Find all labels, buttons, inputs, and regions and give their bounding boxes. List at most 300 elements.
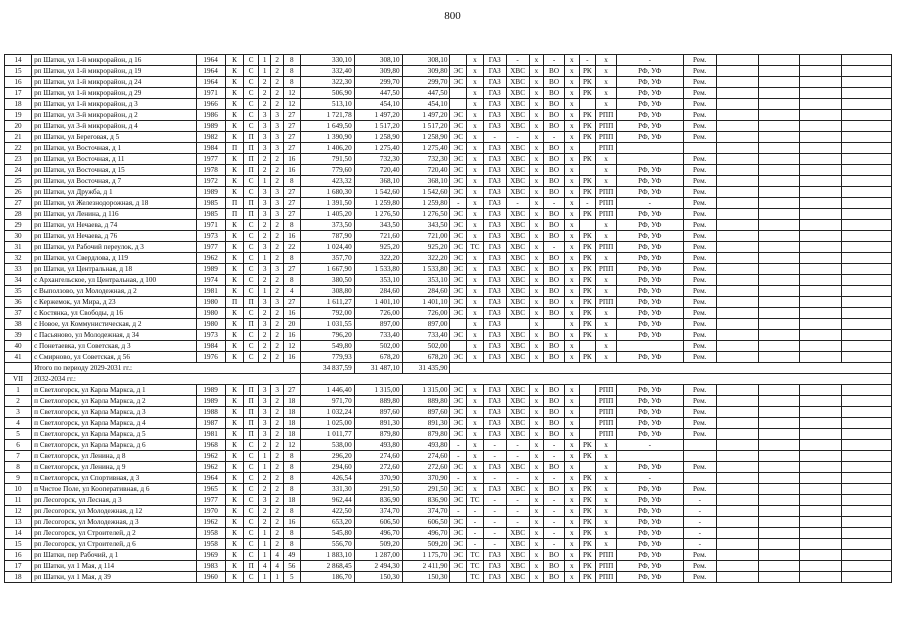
living-area: 274,60 [354,451,402,462]
address: п Чистое Поле, ул Кооперативная, д 6 [32,484,196,495]
total-area: 1 405,20 [300,209,354,220]
gas: ГАЗ [483,176,506,187]
hot-water: х [529,396,544,407]
repair-status: Рем. [683,572,716,583]
facade-works: РФ, УФ [616,99,683,110]
empty-cell [841,550,891,561]
entrances: 2 [271,55,283,66]
cold-water: ХВС [506,176,529,187]
basement-repair: х [596,517,617,528]
waste: х [564,462,579,473]
drainage: - [544,517,565,528]
row-number: 23 [5,154,32,165]
floors: 4 [258,561,270,572]
electricity: ЭС [450,220,467,231]
empty-cell [800,462,842,473]
empty-cell [841,440,891,451]
entrances: 2 [271,429,283,440]
electricity: ЭС [450,539,467,550]
facade-works [616,154,683,165]
section-number: VII [5,374,32,385]
register-row [5,66,892,77]
entrances: 2 [271,88,283,99]
living-area: 889,80 [354,396,402,407]
address: рп Лесогорск, ул Строителей, д 2 [32,528,196,539]
row-number: 16 [5,77,32,88]
floor-type: С [244,220,259,231]
living-area: 1 258,90 [354,132,402,143]
floors: 3 [258,242,270,253]
empty-cell [800,88,842,99]
empty-cell [758,110,800,121]
basement-repair: х [596,484,617,495]
roof-repair: РК [579,154,596,165]
heating: х [467,429,484,440]
residential-area: 447,50 [402,88,450,99]
address: п Светлогорск, ул Карла Маркса, д 3 [32,407,196,418]
waste: х [564,330,579,341]
hot-water: х [529,462,544,473]
floor-type: С [244,176,259,187]
total-area: 322,30 [300,77,354,88]
empty-cell [841,517,891,528]
waste: х [564,440,579,451]
cold-water: - [506,495,529,506]
basement-repair: х [596,253,617,264]
register-row [5,242,892,253]
empty-cell [800,297,842,308]
living-area: 353,10 [354,275,402,286]
electricity [450,341,467,352]
facade-works: РФ, УФ [616,77,683,88]
electricity: ЭС [450,132,467,143]
empty-cell [841,319,891,330]
gas: ГАЗ [483,319,506,330]
register-row [5,352,892,363]
empty-cell [758,143,800,154]
address: п Светлогорск, ул Карла Маркса, д 2 [32,396,196,407]
register-row [5,440,892,451]
row-number: 36 [5,297,32,308]
repair-status: Рем. [683,429,716,440]
waste: х [564,242,579,253]
register-row [5,396,892,407]
empty-cell [841,539,891,550]
floor-type: П [244,418,259,429]
gas: ГАЗ [483,418,506,429]
basement-repair: х [596,495,617,506]
empty-cell [800,418,842,429]
empty-cell [716,308,758,319]
hot-water: х [529,385,544,396]
empty-cell [716,220,758,231]
apartments: 56 [283,561,300,572]
empty-cell [758,242,800,253]
gas: ГАЗ [483,198,506,209]
empty-cell [758,176,800,187]
electricity: ЭС [450,385,467,396]
empty-cell [758,407,800,418]
drainage: ВО [544,66,565,77]
empty-cell [716,110,758,121]
repair-status: - [683,506,716,517]
basement-repair: РПП [596,297,617,308]
hot-water: х [529,319,544,330]
floors: 1 [258,253,270,264]
year-built: 1988 [196,407,225,418]
period-total-v2: 31 487,10 [354,363,402,374]
waste: х [564,297,579,308]
repair-status: Рем. [683,418,716,429]
register-row [5,99,892,110]
wall-material: К [225,517,244,528]
row-number: 26 [5,187,32,198]
empty-cell [800,319,842,330]
floor-type: С [244,231,259,242]
empty-cell [758,506,800,517]
entrances: 2 [271,220,283,231]
empty-cell [716,88,758,99]
floor-type: П [244,319,259,330]
row-number: 29 [5,220,32,231]
apartments: 27 [283,297,300,308]
roof-repair: РК [579,308,596,319]
facade-works: РФ, УФ [616,352,683,363]
total-area: 423,32 [300,176,354,187]
empty-cell [716,407,758,418]
empty-cell [716,297,758,308]
row-number: 25 [5,176,32,187]
address: с Новое, ул Коммунистическая, д 2 [32,319,196,330]
total-area: 792,00 [300,308,354,319]
hot-water: х [529,506,544,517]
drainage: ВО [544,187,565,198]
floor-type: С [244,330,259,341]
empty-cell [716,451,758,462]
living-area: 733,40 [354,330,402,341]
repair-status: Рем. [683,132,716,143]
entrances: 3 [271,264,283,275]
hot-water: х [529,352,544,363]
facade-works: РФ, УФ [616,231,683,242]
apartments: 18 [283,396,300,407]
address: с Архангельское, ул Центральная, д 100 [32,275,196,286]
hot-water: х [529,143,544,154]
total-area: 296,20 [300,451,354,462]
residential-area: 836,90 [402,495,450,506]
floor-type: С [244,99,259,110]
gas: - [483,473,506,484]
year-built: 1976 [196,352,225,363]
basement-repair: РПП [596,132,617,143]
address: рп Шатки, ул Рабочий переулок, д 3 [32,242,196,253]
empty-cell [716,462,758,473]
year-built: 1977 [196,242,225,253]
cold-water: ХВС [506,143,529,154]
empty-cell [800,473,842,484]
hot-water: х [529,517,544,528]
entrances: 2 [271,308,283,319]
living-area: 678,20 [354,352,402,363]
wall-material: К [225,275,244,286]
living-area: 1 401,10 [354,297,402,308]
hot-water: х [529,308,544,319]
facade-works: РФ, УФ [616,396,683,407]
drainage: - [544,55,565,66]
heating: х [467,418,484,429]
apartments: 8 [283,539,300,550]
waste: х [564,407,579,418]
empty-cell [841,132,891,143]
basement-repair: х [596,286,617,297]
wall-material: К [225,385,244,396]
hot-water: х [529,242,544,253]
address: рп Шатки, ул Восточная, д 15 [32,165,196,176]
cold-water: ХВС [506,528,529,539]
floors: 3 [258,209,270,220]
facade-works: РФ, УФ [616,209,683,220]
electricity: ЭС [450,429,467,440]
facade-works: РФ, УФ [616,385,683,396]
waste: х [564,55,579,66]
living-area: 925,20 [354,242,402,253]
electricity: ЭС [450,396,467,407]
empty-cell [800,198,842,209]
facade-works: РФ, УФ [616,176,683,187]
repair-status: Рем. [683,253,716,264]
basement-repair: РПП [596,121,617,132]
wall-material: К [225,319,244,330]
address: рп Шатки, ул Нечаева, д 76 [32,231,196,242]
residential-area: 721,00 [402,231,450,242]
empty-cell [800,539,842,550]
waste: х [564,517,579,528]
total-area: 796,20 [300,330,354,341]
basement-repair: РПП [596,396,617,407]
heating: х [467,286,484,297]
gas: - [483,440,506,451]
register-row [5,506,892,517]
empty-cell [841,297,891,308]
empty-cell [800,451,842,462]
electricity: ЭС [450,165,467,176]
drainage: ВО [544,253,565,264]
period-total-v3: 31 435,90 [402,363,450,374]
apartments: 20 [283,319,300,330]
entrances: 2 [271,539,283,550]
gas: ГАЗ [483,55,506,66]
year-built: 1962 [196,451,225,462]
drainage: ВО [544,330,565,341]
floor-type: С [244,484,259,495]
repair-status: Рем. [683,88,716,99]
register-row [5,231,892,242]
register-row [5,385,892,396]
repair-status: Рем. [683,209,716,220]
drainage: ВО [544,275,565,286]
wall-material: П [225,143,244,154]
address: рп Шатки, ул Центральная, д 18 [32,264,196,275]
gas: ГАЗ [483,352,506,363]
register-row [5,308,892,319]
total-area: 1 024,40 [300,242,354,253]
roof-repair: РК [579,495,596,506]
empty-cell [841,198,891,209]
entrances: 2 [271,99,283,110]
floor-type: С [244,264,259,275]
roof-repair: - [579,55,596,66]
row-number: 38 [5,319,32,330]
heating: х [467,66,484,77]
address: рп Шатки, пер Рабочий, д 1 [32,550,196,561]
empty-cell [841,253,891,264]
entrances: 2 [271,330,283,341]
facade-works: РФ, УФ [616,242,683,253]
wall-material: К [225,550,244,561]
heating: х [467,77,484,88]
empty-cell [758,561,800,572]
wall-material: К [225,418,244,429]
entrances: 2 [271,154,283,165]
drainage: ВО [544,77,565,88]
empty-cell [758,121,800,132]
basement-repair: РПП [596,407,617,418]
electricity: ЭС [450,253,467,264]
total-area: 1 883,10 [300,550,354,561]
empty-cell [841,341,891,352]
wall-material: К [225,396,244,407]
period-total-label: Итого по периоду 2029-2031 гг.: [32,363,301,374]
total-area: 1 649,50 [300,121,354,132]
empty-cell [800,561,842,572]
drainage: ВО [544,429,565,440]
row-number: 33 [5,264,32,275]
register-row [5,561,892,572]
total-area: 1 390,90 [300,132,354,143]
waste: х [564,429,579,440]
repair-status: - [683,517,716,528]
roof-repair: РК [579,275,596,286]
repair-status: - [683,528,716,539]
row-number: 2 [5,396,32,407]
waste: х [564,187,579,198]
electricity [450,572,467,583]
basement-repair: х [596,154,617,165]
drainage: ВО [544,462,565,473]
row-number: 15 [5,66,32,77]
drainage: ВО [544,418,565,429]
waste: х [564,143,579,154]
register-row [5,187,892,198]
empty-cell [841,484,891,495]
empty-cell [716,253,758,264]
year-built: 1973 [196,330,225,341]
entrances: 2 [271,473,283,484]
floor-type: С [244,66,259,77]
basement-repair: х [596,176,617,187]
wall-material: К [225,110,244,121]
basement-repair: х [596,77,617,88]
hot-water: х [529,418,544,429]
drainage: ВО [544,264,565,275]
heating: х [467,484,484,495]
residential-area: 308,10 [402,55,450,66]
wall-material: К [225,440,244,451]
year-built: 1986 [196,110,225,121]
cold-water: ХВС [506,165,529,176]
register-row [5,539,892,550]
empty-cell [716,352,758,363]
address: рп Шатки, ул Дружба, д 1 [32,187,196,198]
register-row [5,286,892,297]
cold-water: ХВС [506,462,529,473]
living-area: 454,10 [354,99,402,110]
cold-water: - [506,198,529,209]
living-area: 897,00 [354,319,402,330]
total-area: 791,50 [300,154,354,165]
wall-material: К [225,407,244,418]
floors: 3 [258,429,270,440]
drainage: ВО [544,308,565,319]
entrances: 2 [271,528,283,539]
roof-repair: РК [579,528,596,539]
gas: ГАЗ [483,572,506,583]
apartments: 8 [283,176,300,187]
heating: х [467,440,484,451]
basement-repair: РПП [596,385,617,396]
total-area: 331,30 [300,484,354,495]
electricity [450,99,467,110]
empty-cell [800,99,842,110]
roof-repair [579,429,596,440]
gas: ГАЗ [483,121,506,132]
year-built: 1989 [196,187,225,198]
cold-water: ХВС [506,121,529,132]
cold-water: - [506,506,529,517]
total-area: 1 667,90 [300,264,354,275]
address: рп Шатки, ул 1-й микрорайон, д 16 [32,55,196,66]
wall-material: П [225,209,244,220]
gas: ГАЗ [483,484,506,495]
drainage: ВО [544,550,565,561]
gas: ГАЗ [483,341,506,352]
register-row [5,154,892,165]
living-area: 447,50 [354,88,402,99]
floors: 3 [258,264,270,275]
roof-repair [579,220,596,231]
row-number: 30 [5,231,32,242]
empty-cell [800,286,842,297]
year-built: 1966 [196,99,225,110]
electricity: - [450,451,467,462]
cold-water: ХВС [506,154,529,165]
gas: ГАЗ [483,396,506,407]
living-area: 322,20 [354,253,402,264]
repair-status: Рем. [683,550,716,561]
basement-repair: РПП [596,561,617,572]
residential-area: 322,20 [402,253,450,264]
repair-status: Рем. [683,407,716,418]
drainage: ВО [544,572,565,583]
residential-area: 502,00 [402,341,450,352]
total-area: 186,70 [300,572,354,583]
apartments: 27 [283,143,300,154]
drainage: - [544,440,565,451]
basement-repair: х [596,220,617,231]
hot-water: х [529,165,544,176]
apartments: 49 [283,550,300,561]
total-area: 1 032,24 [300,407,354,418]
